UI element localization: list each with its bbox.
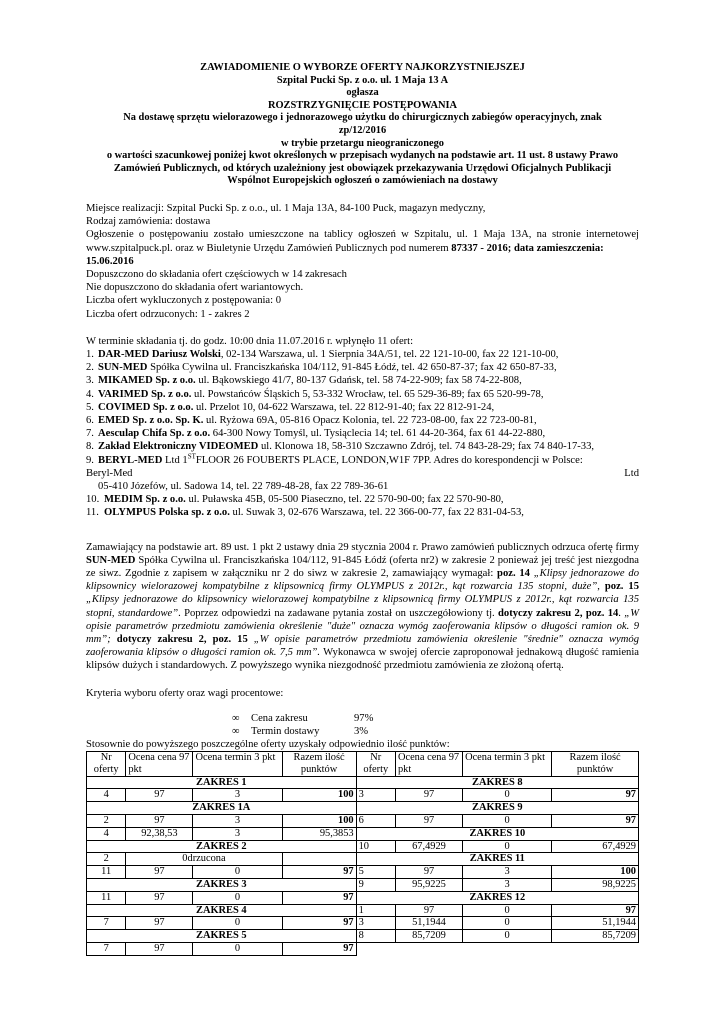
table-row: ZAKRES 5 8 85,7209 0 85,7209 (87, 930, 639, 943)
col-header-razem: Razem ilość punktów (282, 752, 356, 777)
info-notice-b (86, 242, 639, 255)
info-excluded: Liczba ofert wykluczonych z postępowania: 0 (86, 295, 282, 307)
header-reference: zp/12/2016 (338, 124, 387, 136)
table-row: 7 97 0 97 3 51,1944 0 51,1944 (87, 917, 639, 930)
header-announces: ogłasza (346, 87, 379, 99)
criteria-item: ∞ Termin dostawy 3% (232, 725, 369, 737)
col-header-cena: Ocena cena 97 pkt (395, 752, 462, 777)
range-label: ZAKRES 1A (87, 802, 357, 815)
offers-section (86, 335, 639, 520)
list-item: 3. MIKAMED Sp. z o.o. ul. Bąkowskiego 41/7, 80-137 Gdańsk, tel. 58 74-22-909; fax 58 74-22-808, (86, 375, 522, 387)
table-row: 2 97 3 100 6 97 0 97 (87, 815, 639, 828)
info-rejected: Liczba ofert odrzuconych: 1 - zakres 2 (86, 308, 250, 320)
range-label: ZAKRES 11 (356, 853, 638, 866)
col-header-nr: Nr oferty (87, 752, 126, 777)
table-row: 11 97 0 97 ZAKRES 12 (87, 891, 639, 904)
criteria-intro: Kryteria wyboru oferty oraz wagi procentowe: (86, 687, 284, 699)
header-value-1: o wartości szacunkowej poniżej kwot określonych w przepisach wydanych na podstawie art. 11 ust. 8 ustawy Prawo (106, 150, 619, 162)
list-item: 10. MEDIM Sp. z o.o. ul. Puławska 45B, 05-500 Piaseczno, tel. 22 570-90-00; fax 22 570-90-80, (86, 494, 504, 506)
range-label: ZAKRES 4 (87, 904, 357, 917)
list-item-continuation: 05-410 Józefów, ul. Sadowa 14, tel. 22 789-48-28, fax 22 789-36-61 (98, 481, 389, 492)
infinity-bullet-icon: ∞ (232, 725, 240, 737)
list-item: 4. VARIMED Sp. z o.o. ul. Powstańców Śląskich 5, 53-332 Wrocław, tel. 65 529-36-89; fax 65 520-99-78, (86, 388, 544, 400)
range-label: ZAKRES 2 (87, 840, 357, 853)
offers-list (86, 348, 639, 520)
list-item: 9. BERYL-MED Ltd 1STFLOOR 26 FOUBERTS PLACE, LONDON,W1F 7PP. Adres do korespondencji w Polsce: (86, 452, 583, 466)
list-item: 7. Aesculap Chifa Sp. z o.o. 64-300 Nowy Tomyśl, ul. Tysiąclecia 14; tel. 61 44-20-364, fax 61 44-22-880, (86, 428, 546, 440)
rejected-cell: 0drzucona (126, 853, 282, 866)
header-mode: w trybie przetargu nieograniczonego (280, 137, 445, 149)
table-row: 7 97 0 97 (87, 943, 639, 956)
info-notice-date: 15.06.2016 (86, 255, 134, 267)
table-intro: Stosownie do powyższego poszczególne oferty uzyskały odpowiednio ilość punktów: (86, 738, 450, 750)
col-header-razem: Razem ilość punktów (552, 752, 639, 777)
range-label: ZAKRES 10 (356, 827, 638, 840)
table-row: 2 0drzucona ZAKRES 11 (87, 853, 639, 866)
list-item-continuation: Beryl-Med Ltd (86, 467, 639, 479)
procedure-info (86, 202, 639, 321)
table-row: 11 97 0 97 5 97 3 100 (87, 866, 639, 879)
range-label: ZAKRES 8 (356, 776, 638, 789)
table-row: ZAKRES 3 9 95,9225 3 98,9225 (87, 879, 639, 892)
range-label: ZAKRES 9 (356, 802, 638, 815)
list-item: 2. SUN-MED Spółka Cywilna ul. Franciszkańska 104/112, 91-845 Łódź, tel. 42 650-87-37; fax 42 650-87-33, (86, 362, 557, 374)
table-row (87, 802, 639, 815)
offers-intro: W terminie składania tj. do godz. 10:00 dnia 11.07.2016 r. wpłynęło 11 ofert: (86, 335, 414, 347)
col-header-cena: Ocena cena 97 pkt (126, 752, 193, 777)
range-label: ZAKRES 3 (87, 879, 357, 892)
criteria-list (232, 712, 639, 738)
range-label: ZAKRES 12 (356, 891, 638, 904)
list-item: 6. EMED Sp. z o.o. Sp. K. ul. Ryżowa 69A, 05-816 Opacz Kolonia, tel. 22 723-08-00, fax 22 723-00-81, (86, 414, 537, 426)
info-place: Miejsce realizacji: Szpital Pucki Sp. z o.o., ul. 1 Maja 13A, 84-100 Puck, magazyn medyczny, (86, 202, 486, 214)
list-item: 11. OLYMPUS Polska sp. z o.o. ul. Suwak 3, 02-676 Warszawa, tel. 22 366-00-77, fax 22 831-04-53, (86, 507, 524, 519)
table-row: 4 92,38,53 3 95,3853 ZAKRES 10 (87, 827, 639, 840)
header-subject: Na dostawę sprzętu wielorazowego i jednorazowego użytku do chirurgicznych zabiegów operacyjnych, znak (123, 112, 602, 124)
document-header (86, 62, 639, 188)
list-item: 1. DAR-MED Dariusz Wolski, 02-134 Warszawa, ul. 1 Sierpnia 34A/51, tel. 22 121-10-00, fax 22 121-10-00, (86, 348, 559, 360)
list-item: 8. Zakład Elektroniczny VIDEOMED ul. Klonowa 18, 58-310 Szczawno Zdrój, tel. 74 843-28-29; fax 74 840-17-33, (86, 441, 595, 453)
col-header-termin: Ocena termin 3 pkt (193, 752, 282, 777)
table-row (87, 776, 639, 789)
col-header-nr: Nr oferty (356, 752, 395, 777)
infinity-bullet-icon: ∞ (232, 712, 240, 724)
list-item: 5. COVIMED Sp. z o.o. ul. Przelot 10, 04-622 Warszawa, tel. 22 812-91-40; fax 22 812-91-24, (86, 401, 495, 413)
range-label: ZAKRES 1 (87, 776, 357, 789)
criteria-item: ∞ Cena zakresu 97% (232, 712, 374, 724)
table-header-row (87, 752, 639, 777)
header-title: ZAWIADOMIENIE O WYBORZE OFERTY NAJKORZYSTNIEJSZEJ (200, 62, 525, 73)
notice-number: 87337 - 2016; data zamieszczenia: (451, 242, 604, 254)
header-value-2: Zamówień Publicznych, od których uzależniony jest obowiązek przekazywania Urzędowi Oficjalnych Publikacji (113, 162, 612, 174)
notice-text: www.szpitalpuck.pl. oraz w Biuletynie Urzędu Zamówień Publicznych pod numerem (86, 242, 452, 254)
table-row: 4 97 3 100 3 97 0 97 (87, 789, 639, 802)
table-row: ZAKRES 2 10 67,4929 0 67,4929 (87, 840, 639, 853)
range-label: ZAKRES 5 (87, 930, 357, 943)
header-hospital: Szpital Pucki Sp. z o.o. ul. 1 Maja 13 A (276, 74, 449, 86)
document-page (86, 62, 639, 956)
info-notice-a: Ogłoszenie o postępowaniu zostało umieszczone na tablicy ogłoszeń w Szpitalu, ul. 1 Maja 13A, na stronie internetowej (86, 229, 639, 241)
info-variant: Nie dopuszczono do składania ofert wariantowych. (86, 282, 304, 294)
points-table (86, 751, 639, 956)
header-value-3: Wspólnot Europejskich ogłoszeń o zamówieniach na dostawy (227, 175, 498, 187)
header-resolution: ROZSTRZYGNIĘCIE POSTĘPOWANIA (267, 99, 458, 111)
rejection-paragraph: Zamawiający na podstawie art. 89 ust. 1 pkt 2 ustawy dnia 29 stycznia 2004 r. Prawo zamówień publicznych odrzuca ofertę firmy SUN-MED Spółka Cywilna ul. Franciszkańska 104/112, 91-845 Łódź (oferta nr2) w zakresie 2 ponieważ jej treść jest niezgodna ze siwz. Zgodnie z zapisem w załączniku nr 2 do siwz w zakresie 2, zamawiający wymagał: poz. 14 „Klipsy jednorazowe do klipsownicy wielorazowej kompatybilne z klipsownicą firmy OLYMPUS z 2012r., kąt rozwarcia 135 stopni, duże”, poz. 15 „Klipsy jednorazowe do klipsownicy wielorazowej kompatybilne z klipsownicą firmy OLYMPUS z 2012r., kąt rozwarcia 135 stopni, standardowe”. Poprzez odpowiedzi na zadawane pytania został on uszczegółowiony tj. dotyczy zakresu 2, poz. 14. „W opisie parametrów przedmiotu zamówienia określenie "duże" oznacza wymóg zaoferowania klipsów o długości ramion ok. 9 mm”; dotyczy zakresu 2, poz. 15 „W opisie parametrów przedmiotu zamówienia określenie "średnie" oznacza wymóg zaoferowania klipsów o długości ramion ok. 7,5 mm”. Wykonawca w swojej ofercie zaproponował jednakową długość ramienia klipsów dużych i standardowych. Z powyższego wynika niezgodność przedmiotu zamówienia ze złożoną ofertą. (86, 541, 640, 672)
info-kind: Rodzaj zamówienia: dostawa (86, 216, 211, 228)
table-row: ZAKRES 4 1 97 0 97 (87, 904, 639, 917)
info-partial: Dopuszczono do składania ofert częściowych w 14 zakresach (86, 268, 347, 280)
col-header-termin: Ocena termin 3 pkt (463, 752, 552, 777)
